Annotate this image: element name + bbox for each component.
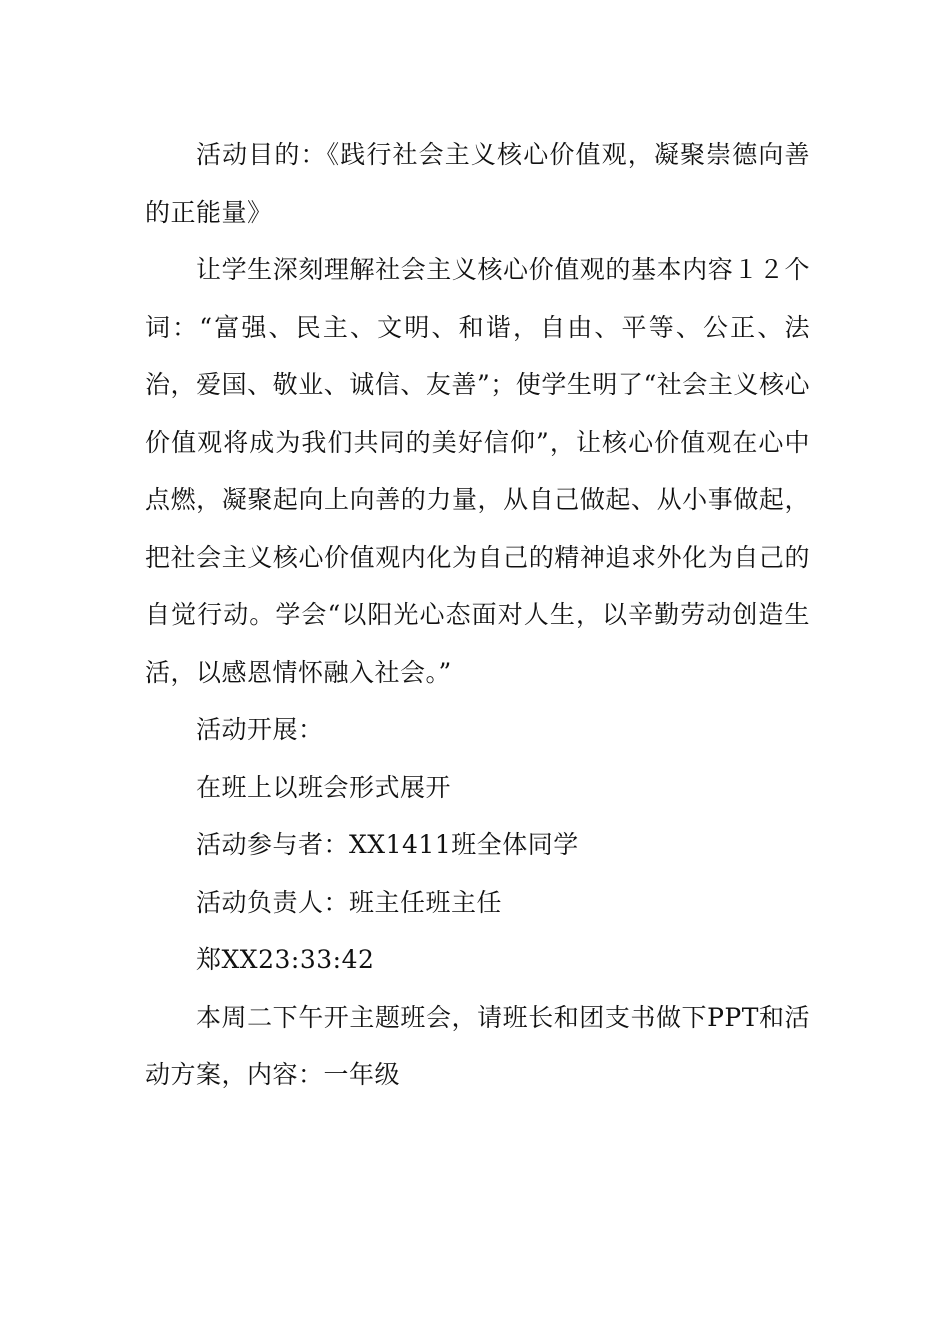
paragraph-activity-heading: 活动开展： bbox=[196, 715, 324, 744]
paragraph-notice: 本周二下午开主题班会，请班长和团支书做下PPT和活动方案，内容：一年级 bbox=[145, 1002, 810, 1089]
paragraph-timestamp: 郑XX23:33:42 bbox=[196, 945, 375, 974]
paragraph-participants: 活动参与者：XX1411班全体同学 bbox=[196, 830, 579, 859]
paragraph-purpose: 活动目的：《践行社会主义核心价值观，凝聚崇德向善的正能量》 bbox=[145, 140, 810, 227]
document-body bbox=[145, 126, 810, 1104]
paragraph-organizer: 活动负责人：班主任班主任 bbox=[196, 887, 503, 917]
paragraph-goals: 让学生深刻理解社会主义核心价值观的基本内容１２个词：“富强、民主、文明、和谐，自由、平等、公正、法治，爱国、敬业、诚信、友善”；使学生明了“社会主义核心价值观将成为我们共同的美好信仰”，让核心价值观在心中点燃，凝聚起向上向善的力量，从自己做起、从小事做起，把社会主义核心价值观内化为自己的精神追求外化为自己的自觉行动。学会“以阳光心态面对人生，以辛勤劳动创造生活，以感恩情怀融入社会。” bbox=[145, 255, 810, 687]
paragraph-activity-format: 在班上以班会形式展开 bbox=[196, 772, 452, 802]
